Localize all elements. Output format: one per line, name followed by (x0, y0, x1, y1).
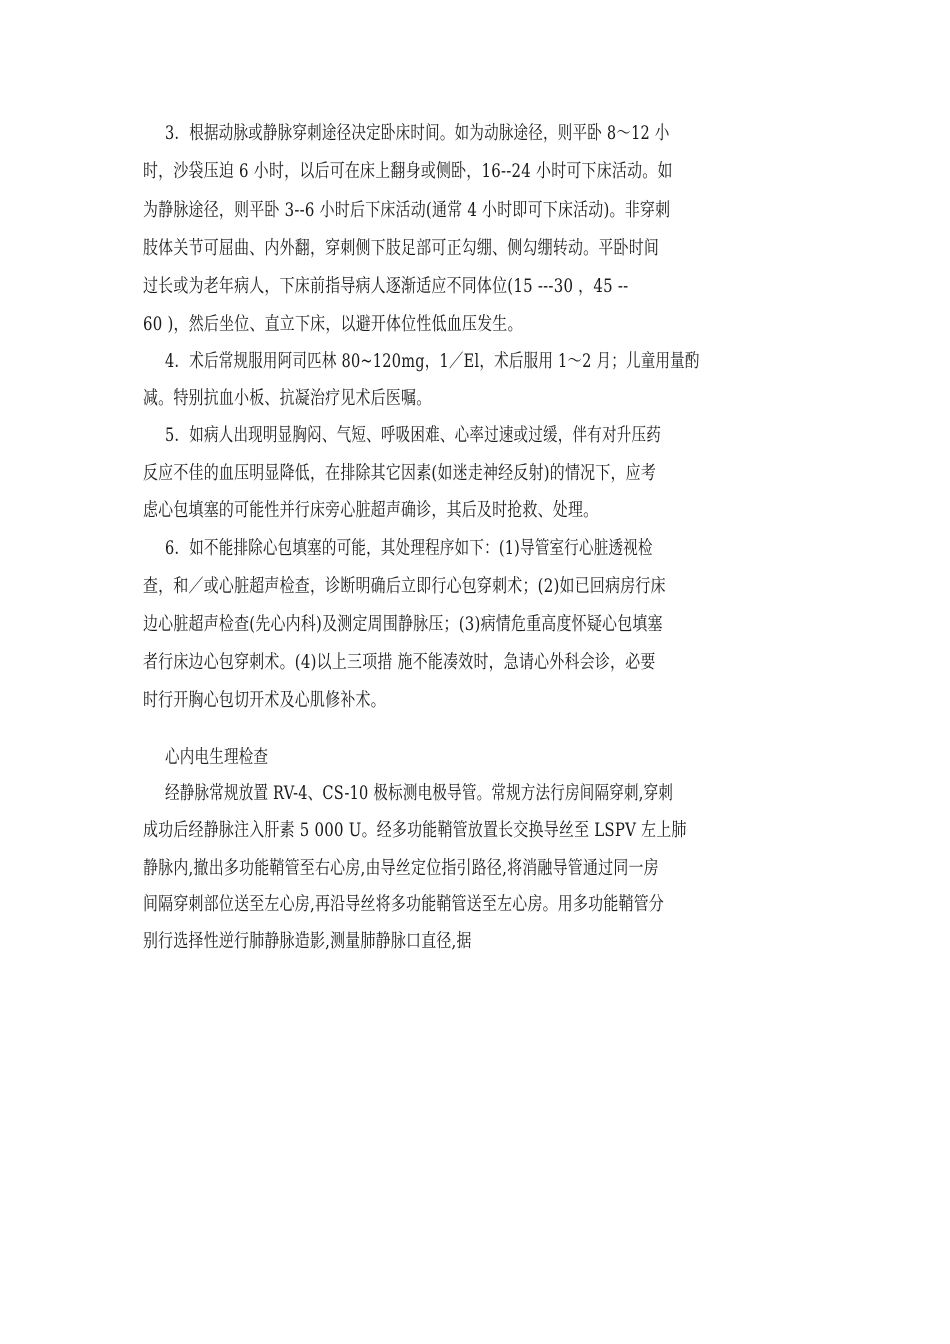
text-line-1: 3．根据动脉或静脉穿刺途径决定卧床时间。如为动脉途径，则平卧 8～12 小 (165, 123, 670, 144)
text-line-11: 虑心包填塞的可能性并行床旁心脏超声确诊，其后及时抢救、处理。 (143, 500, 599, 521)
text-line-20: 间隔穿刺部位送至左心房,再沿导丝将多功能鞘管送至左心房。用多功能鞘管分 (143, 894, 665, 915)
text-line-9: 5．如病人出现明显胸闷、气短、呼吸困难、心率过速或过缓，伴有对升压药 (165, 425, 662, 446)
text-line-5: 过长或为老年病人，下床前指导病人逐渐适应不同体位(15 ---30 ，45 -- (143, 276, 629, 297)
text-line-17: 经静脉常规放置 RV-4、CS-10 极标测电极导管。常规方法行房间隔穿刺,穿刺 (165, 783, 674, 804)
text-line-4: 肢体关节可屈曲、内外翻，穿刺侧下肢足部可正勾绷、侧勾绷转动。平卧时间 (143, 238, 660, 259)
text-line-18: 成功后经静脉注入肝素 5 000 U。经多功能鞘管放置长交换导丝至 LSPV 左上肺 (143, 820, 687, 841)
text-line-3: 为静脉途径，则平卧 3--6 小时后下床活动(通常 4 小时即可下床活动)。非穿刺 (143, 200, 671, 221)
text-line-19: 静脉内,撤出多功能鞘管至右心房,由导丝定位指引路径,将消融导管通过同一房 (143, 858, 659, 879)
text-line-12: 6．如不能排除心包填塞的可能，其处理程序如下：(1)导管室行心脏透视检 (165, 538, 653, 559)
text-line-16: 时行开胸心包切开术及心肌修补术。 (143, 690, 386, 711)
text-line-7: 4．术后常规服用阿司匹林 80~120mg，1／El，术后服用 1～2 月；儿童用量酌 (165, 351, 700, 372)
text-line-2: 时，沙袋压迫 6 小时，以后可在床上翻身或侧卧，16--24 小时可下床活动。如 (143, 161, 673, 182)
section-heading: 心内电生理检查 (165, 747, 269, 768)
text-line-13: 查，和／或心脏超声检查，诊断明确后立即行心包穿刺术；(2)如已回病房行床 (143, 576, 666, 597)
text-line-14: 边心脏超声检查(先心内科)及测定周围静脉压；(3)病情危重高度怀疑心包填塞 (143, 614, 663, 635)
text-line-6: 60 )，然后坐位、直立下床，以避开体位性低血压发生。 (143, 314, 523, 335)
text-line-15: 者行床边心包穿刺术。(4)以上三项措 施不能凑效时，急请心外科会诊，必要 (143, 652, 656, 673)
text-line-10: 反应不佳的血压明显降低，在排除其它因素(如迷走神经反射)的情况下，应考 (143, 463, 657, 484)
text-line-8: 减。特别抗血小板、抗凝治疗见术后医嘱。 (143, 388, 432, 409)
text-line-21: 别行选择性逆行肺静脉造影,测量肺静脉口直径,据 (143, 931, 472, 952)
